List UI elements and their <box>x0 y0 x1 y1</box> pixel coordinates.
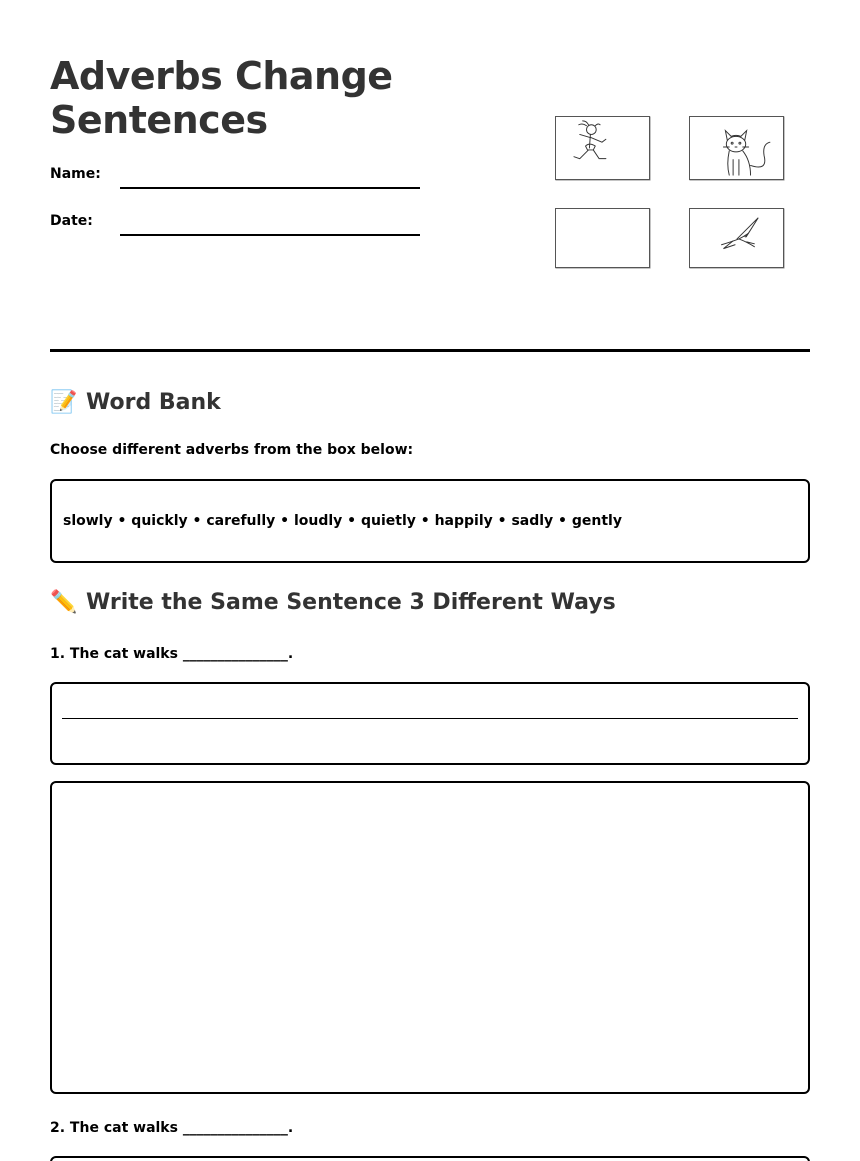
date-label: Date: <box>50 213 93 229</box>
bird-icon <box>689 208 784 268</box>
page-title: Adverbs Change Sentences <box>50 54 393 142</box>
drawing-box[interactable] <box>50 781 810 1094</box>
word-bank-words: slowly • quickly • carefully • loudly • quietly • happily • sadly • gently <box>63 513 622 529</box>
name-label: Name: <box>50 166 101 182</box>
blank-picture <box>555 208 650 268</box>
word-bank-heading <box>50 390 221 415</box>
memo-icon: 📝 <box>50 390 78 415</box>
prompt-2: 2. The cat walks _______________. <box>50 1120 294 1136</box>
answer-line <box>62 718 798 719</box>
pencil-icon: ✏️ <box>50 590 78 615</box>
cat-icon <box>689 116 784 180</box>
word-bank-box <box>50 479 810 563</box>
exercise-heading <box>50 590 616 615</box>
answer-box-1[interactable] <box>50 682 810 765</box>
exercise-title: Write the Same Sentence 3 Different Ways <box>86 590 616 615</box>
answer-box-2[interactable] <box>50 1156 810 1161</box>
date-field[interactable] <box>120 234 420 236</box>
running-girl-icon <box>555 116 650 180</box>
word-bank-title: Word Bank <box>86 390 221 415</box>
section-divider <box>50 349 810 352</box>
word-bank-instruction: Choose different adverbs from the box below: <box>50 442 414 458</box>
name-field[interactable] <box>120 187 420 189</box>
prompt-1: 1. The cat walks _______________. <box>50 646 294 662</box>
